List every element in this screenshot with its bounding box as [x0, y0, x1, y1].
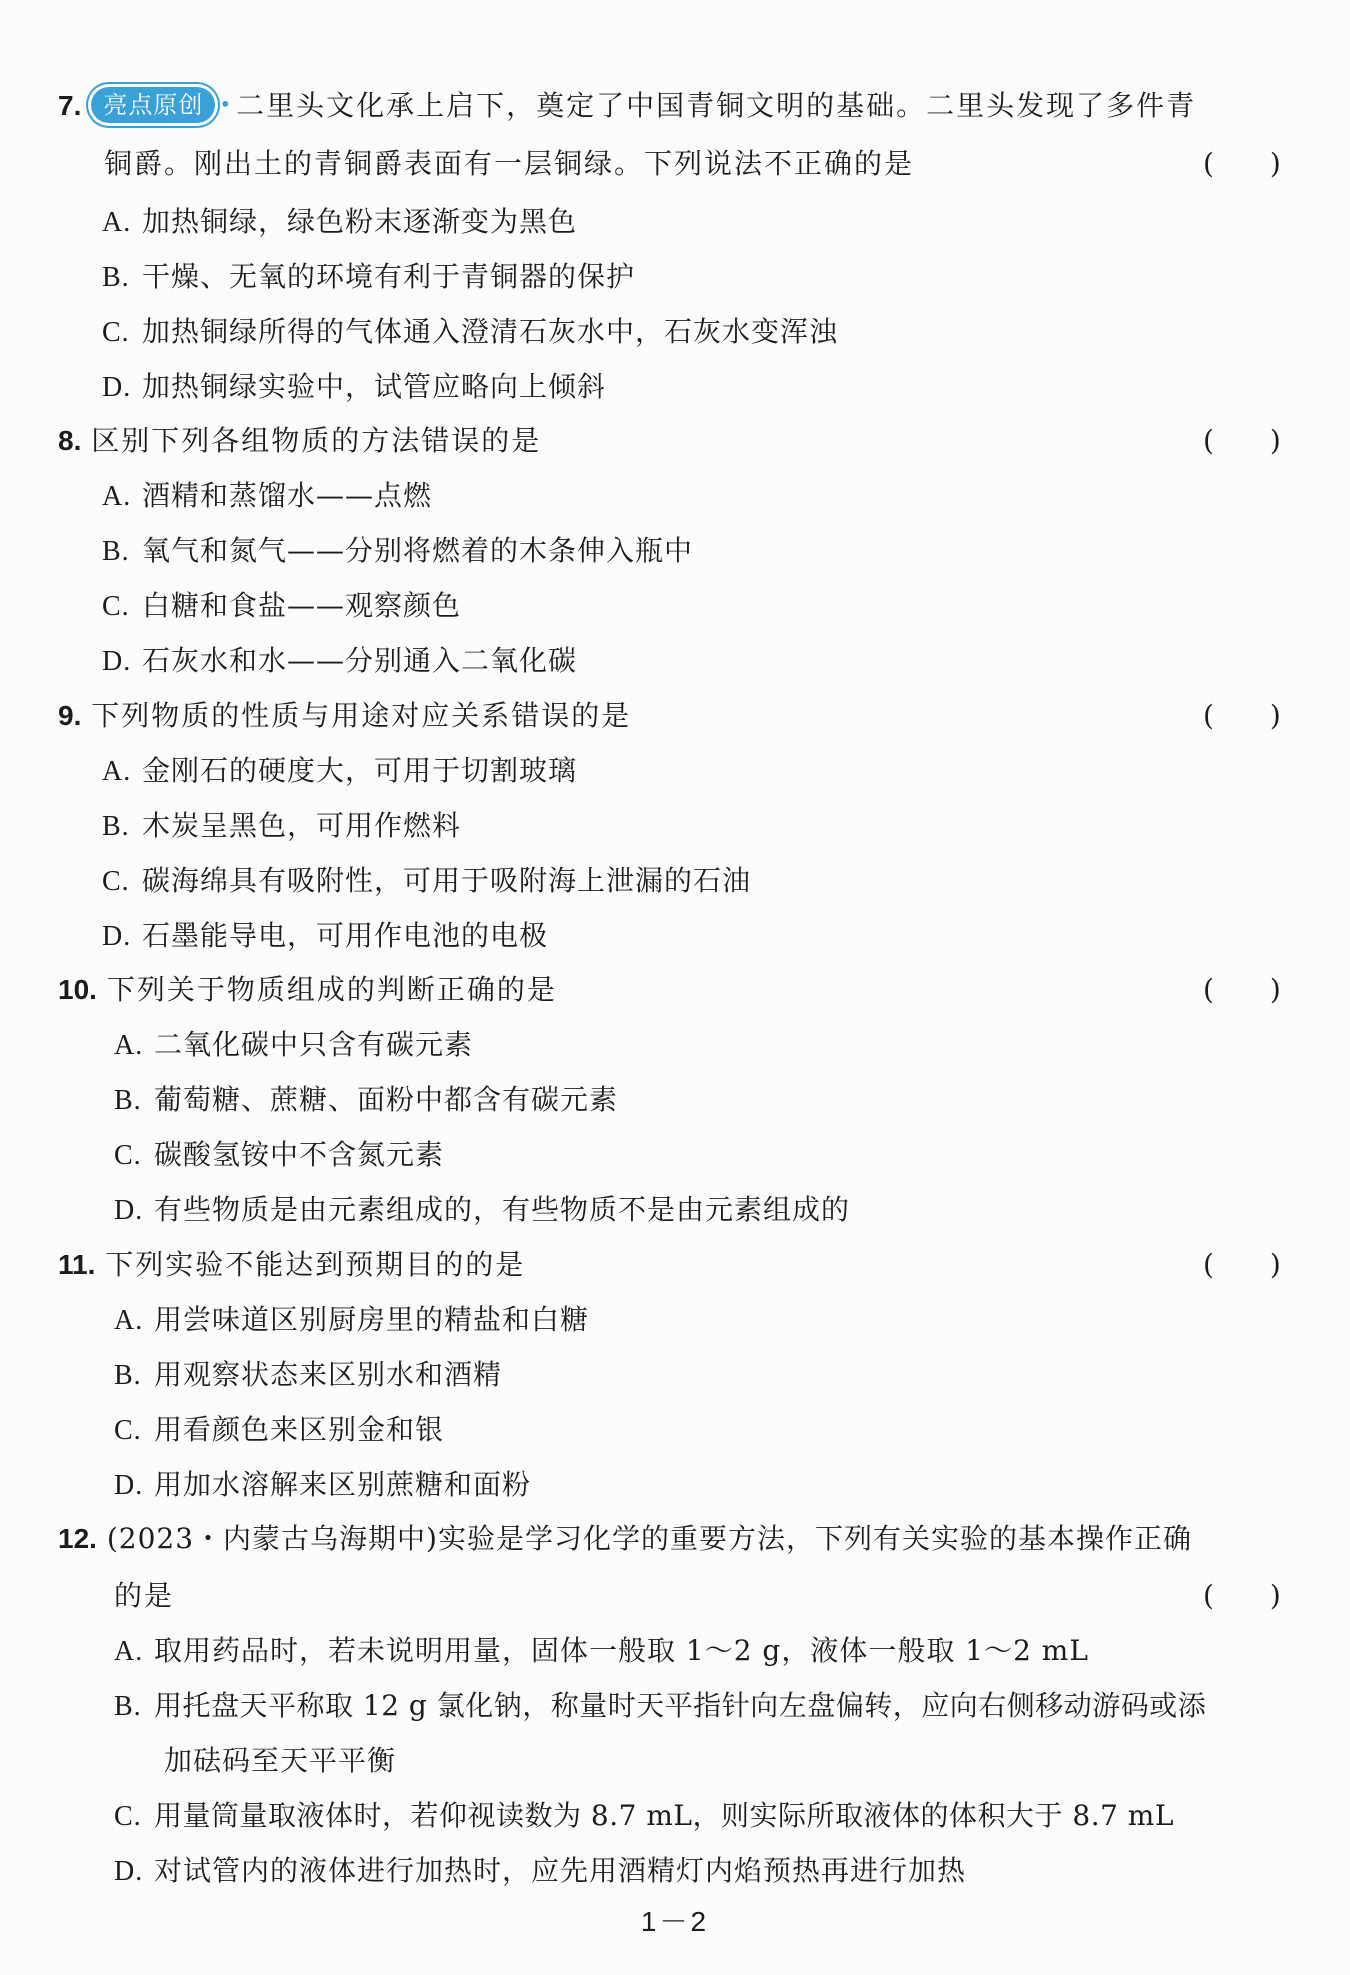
question-8-option-b: B. 氧气和氮气——分别将燃着的木条伸入瓶中: [102, 534, 694, 567]
question-12-option-c: C. 用量筒量取液体时，若仰视读数为 8.7 mL，则实际所取液体的体积大于 8.7 mL: [114, 1799, 1174, 1832]
question-9-option-b: B. 木炭呈黑色，可用作燃料: [102, 809, 462, 842]
question-11-option-d: D. 用加水溶解来区别蔗糖和面粉: [114, 1468, 532, 1501]
question-7-option-b: B. 干燥、无氧的环境有利于青铜器的保护: [102, 260, 636, 293]
question-12-stem-line1: 12. (2023・内蒙古乌海期中)实验是学习化学的重要方法，下列有关实验的基本操作正确: [58, 1522, 1192, 1555]
question-number: 8.: [58, 425, 82, 456]
question-number: 9.: [58, 700, 82, 731]
question-12-option-d: D. 对试管内的液体进行加热时，应先用酒精灯内焰预热再进行加热: [114, 1854, 967, 1887]
question-9-option-c: C. 碳海绵具有吸附性，可用于吸附海上泄漏的石油: [102, 864, 752, 897]
answer-bracket: ( ): [1203, 973, 1281, 1006]
question-9-option-a: A. 金刚石的硬度大，可用于切割玻璃: [102, 754, 578, 787]
question-7-option-c: C. 加热铜绿所得的气体通入澄清石灰水中，石灰水变浑浊: [102, 315, 839, 348]
question-12-option-b: B. 用托盘天平称取 12 g 氯化钠，称量时天平指针向左盘偏转，应向右侧移动游码或添: [114, 1689, 1207, 1722]
question-12-stem-line2: 的是: [114, 1579, 175, 1612]
question-10-stem: 10. 下列关于物质组成的判断正确的是: [58, 973, 557, 1006]
question-12-option-a: A. 取用药品时，若未说明用量，固体一般取 1～2 g，液体一般取 1～2 mL: [114, 1634, 1089, 1667]
question-9-option-d: D. 石墨能导电，可用作电池的电极: [102, 919, 549, 952]
answer-bracket: ( ): [1203, 699, 1281, 732]
answer-bracket: ( ): [1203, 1248, 1281, 1281]
answer-bracket: ( ): [1203, 424, 1281, 457]
bullet-dot-icon: •: [219, 92, 233, 116]
answer-bracket: ( ): [1203, 147, 1281, 180]
question-10-option-c: C. 碳酸氢铵中不含氮元素: [114, 1138, 445, 1171]
original-highlight-badge: 亮点原创: [91, 87, 215, 123]
question-number: 7.: [58, 90, 82, 121]
question-7-stem-line1: 7. 亮点原创 • 二里头文化承上启下，奠定了中国青铜文明的基础。二里头发现了多件青: [58, 84, 1196, 126]
question-7-option-a: A. 加热铜绿，绿色粉末逐渐变为黑色: [102, 205, 578, 238]
question-number: 11.: [58, 1249, 96, 1280]
question-12-option-b-continued: 加砝码至天平平衡: [164, 1744, 397, 1777]
question-11-option-a: A. 用尝味道区别厨房里的精盐和白糖: [114, 1303, 590, 1336]
question-7-option-d: D. 加热铜绿实验中，试管应略向上倾斜: [102, 370, 607, 403]
question-number: 12.: [58, 1523, 97, 1554]
question-7-stem-line2: 铜爵。刚出土的青铜爵表面有一层铜绿。下列说法不正确的是: [104, 147, 915, 180]
question-11-option-b: B. 用观察状态来区别水和酒精: [114, 1358, 503, 1391]
question-11-option-c: C. 用看颜色来区别金和银: [114, 1413, 445, 1446]
question-10-option-a: A. 二氧化碳中只含有碳元素: [114, 1028, 474, 1061]
question-8-option-c: C. 白糖和食盐——观察颜色: [102, 589, 462, 622]
page-number: 1－2: [640, 1906, 710, 1937]
question-number: 10.: [58, 974, 97, 1005]
question-8-option-d: D. 石灰水和水——分别通入二氧化碳: [102, 644, 578, 677]
question-8-stem: 8. 区别下列各组物质的方法错误的是: [58, 424, 542, 457]
question-11-stem: 11. 下列实验不能达到预期目的的是: [58, 1248, 526, 1281]
question-10-option-d: D. 有些物质是由元素组成的，有些物质不是由元素组成的: [114, 1193, 851, 1226]
answer-bracket: ( ): [1203, 1579, 1281, 1612]
question-9-stem: 9. 下列物质的性质与用途对应关系错误的是: [58, 699, 632, 732]
question-8-option-a: A. 酒精和蒸馏水——点燃: [102, 479, 433, 512]
question-10-option-b: B. 葡萄糖、蔗糖、面粉中都含有碳元素: [114, 1083, 619, 1116]
